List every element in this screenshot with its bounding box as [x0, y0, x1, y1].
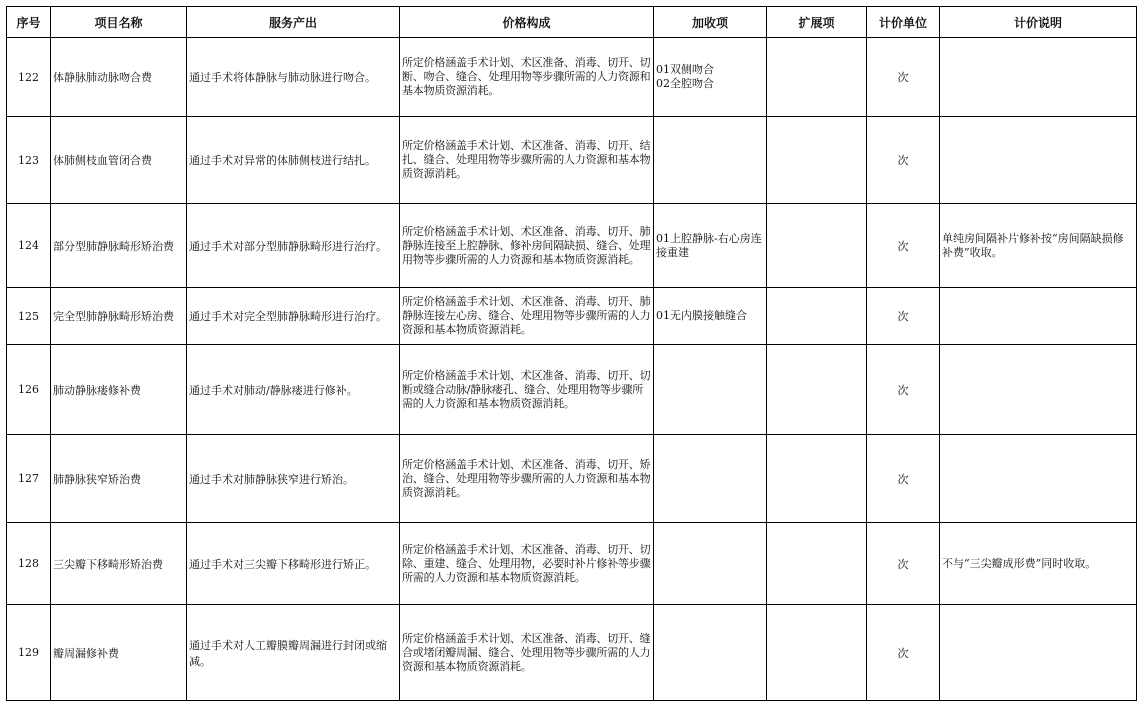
price-composition-cell: 所定价格涵盖手术计划、术区准备、消毒、切开、缝合或堵闭瓣周漏、缝合、处理用物等步骤所需的人力资源和基本物质资源消耗。 [400, 605, 654, 701]
header-name: 项目名称 [51, 7, 187, 38]
service-output-cell: 通过手术对完全型肺静脉畸形进行治疗。 [187, 288, 400, 345]
service-output-cell: 通过手术对肺动/静脉瘘进行修补。 [187, 345, 400, 435]
unit-cell: 次 [867, 605, 940, 701]
surcharge-item: 01双侧吻合 [656, 63, 714, 76]
seq-cell: 128 [7, 523, 51, 605]
seq-cell: 124 [7, 204, 51, 288]
header-note: 计价说明 [940, 7, 1137, 38]
service-output-cell: 通过手术对肺静脉狭窄进行矫治。 [187, 435, 400, 523]
item-name-cell: 体静脉肺动脉吻合费 [51, 38, 187, 117]
note-cell [940, 38, 1137, 117]
unit-cell: 次 [867, 288, 940, 345]
seq-cell: 123 [7, 117, 51, 204]
note-cell [940, 117, 1137, 204]
service-output-cell: 通过手术对三尖瓣下移畸形进行矫正。 [187, 523, 400, 605]
item-name-cell: 三尖瓣下移畸形矫治费 [51, 523, 187, 605]
header-output: 服务产出 [187, 7, 400, 38]
surcharge-item: 02全腔吻合 [656, 77, 714, 90]
item-name-cell: 体肺侧枝血管闭合费 [51, 117, 187, 204]
header-row [7, 7, 1137, 38]
surcharge-cell [654, 523, 767, 605]
item-name-cell: 完全型肺静脉畸形矫治费 [51, 288, 187, 345]
note-cell: 单纯房间隔补片修补按“房间隔缺损修补费”收取。 [940, 204, 1137, 288]
extension-cell [767, 523, 867, 605]
table-row [7, 605, 1137, 701]
note-cell [940, 345, 1137, 435]
unit-cell: 次 [867, 38, 940, 117]
unit-cell: 次 [867, 204, 940, 288]
header-seq: 序号 [7, 7, 51, 38]
note-cell: 不与“三尖瓣成形费”同时收取。 [940, 523, 1137, 605]
price-composition-cell: 所定价格涵盖手术计划、术区准备、消毒、切开、切断、吻合、缝合、处理用物等步骤所需的人力资源和基本物质资源消耗。 [400, 38, 654, 117]
unit-cell: 次 [867, 345, 940, 435]
note-cell [940, 605, 1137, 701]
service-output-cell: 通过手术对异常的体肺侧枝进行结扎。 [187, 117, 400, 204]
table-row [7, 204, 1137, 288]
item-name-cell: 肺静脉狭窄矫治费 [51, 435, 187, 523]
table-row [7, 38, 1137, 117]
unit-cell: 次 [867, 117, 940, 204]
price-composition-cell: 所定价格涵盖手术计划、术区准备、消毒、切开、切除、重建、缝合、处理用物，必要时补片修补等步骤所需的人力资源和基本物质资源消耗。 [400, 523, 654, 605]
header-surcharge: 加收项 [654, 7, 767, 38]
service-output-cell: 通过手术对部分型肺静脉畸形进行治疗。 [187, 204, 400, 288]
surcharge-item: 01无内膜接触缝合 [656, 309, 747, 322]
unit-cell: 次 [867, 523, 940, 605]
extension-cell [767, 605, 867, 701]
surcharge-cell [654, 435, 767, 523]
surcharge-cell [654, 204, 767, 288]
price-composition-cell: 所定价格涵盖手术计划、术区准备、消毒、切开、肺静脉连接至上腔静脉、修补房间隔缺损、缝合、处理用物等步骤所需的人力资源和基本物质资源消耗。 [400, 204, 654, 288]
surcharge-cell [654, 288, 767, 345]
item-name-cell: 部分型肺静脉畸形矫治费 [51, 204, 187, 288]
price-composition-cell: 所定价格涵盖手术计划、术区准备、消毒、切开、结扎、缝合、处理用物等步骤所需的人力资源和基本物质资源消耗。 [400, 117, 654, 204]
header-composition: 价格构成 [400, 7, 654, 38]
table-row [7, 523, 1137, 605]
surcharge-cell [654, 38, 767, 117]
extension-cell [767, 345, 867, 435]
price-composition-cell: 所定价格涵盖手术计划、术区准备、消毒、切开、矫治、缝合、处理用物等步骤所需的人力资源和基本物质资源消耗。 [400, 435, 654, 523]
extension-cell [767, 117, 867, 204]
surcharge-cell [654, 605, 767, 701]
item-name-cell: 肺动静脉瘘修补费 [51, 345, 187, 435]
table-row [7, 435, 1137, 523]
service-output-cell: 通过手术对人工瓣膜瓣周漏进行封闭或缩减。 [187, 605, 400, 701]
header-extension: 扩展项 [767, 7, 867, 38]
surcharge-item: 01上腔静脉-右心房连接重建 [656, 231, 762, 259]
service-output-cell: 通过手术将体静脉与肺动脉进行吻合。 [187, 38, 400, 117]
price-composition-cell: 所定价格涵盖手术计划、术区准备、消毒、切开、肺静脉连接左心房、缝合、处理用物等步骤所需的人力资源和基本物质资源消耗。 [400, 288, 654, 345]
table-row [7, 117, 1137, 204]
pricing-table [6, 6, 1137, 701]
table-row [7, 288, 1137, 345]
price-composition-cell: 所定价格涵盖手术计划、术区准备、消毒、切开、切断或缝合动脉/静脉瘘孔、缝合、处理用物等步骤所需的人力资源和基本物质资源消耗。 [400, 345, 654, 435]
extension-cell [767, 204, 867, 288]
seq-cell: 126 [7, 345, 51, 435]
seq-cell: 127 [7, 435, 51, 523]
extension-cell [767, 435, 867, 523]
extension-cell [767, 288, 867, 345]
note-cell [940, 288, 1137, 345]
seq-cell: 122 [7, 38, 51, 117]
unit-cell: 次 [867, 435, 940, 523]
surcharge-cell [654, 345, 767, 435]
seq-cell: 129 [7, 605, 51, 701]
header-unit: 计价单位 [867, 7, 940, 38]
item-name-cell: 瓣周漏修补费 [51, 605, 187, 701]
extension-cell [767, 38, 867, 117]
surcharge-cell [654, 117, 767, 204]
table-row [7, 345, 1137, 435]
note-cell [940, 435, 1137, 523]
seq-cell: 125 [7, 288, 51, 345]
